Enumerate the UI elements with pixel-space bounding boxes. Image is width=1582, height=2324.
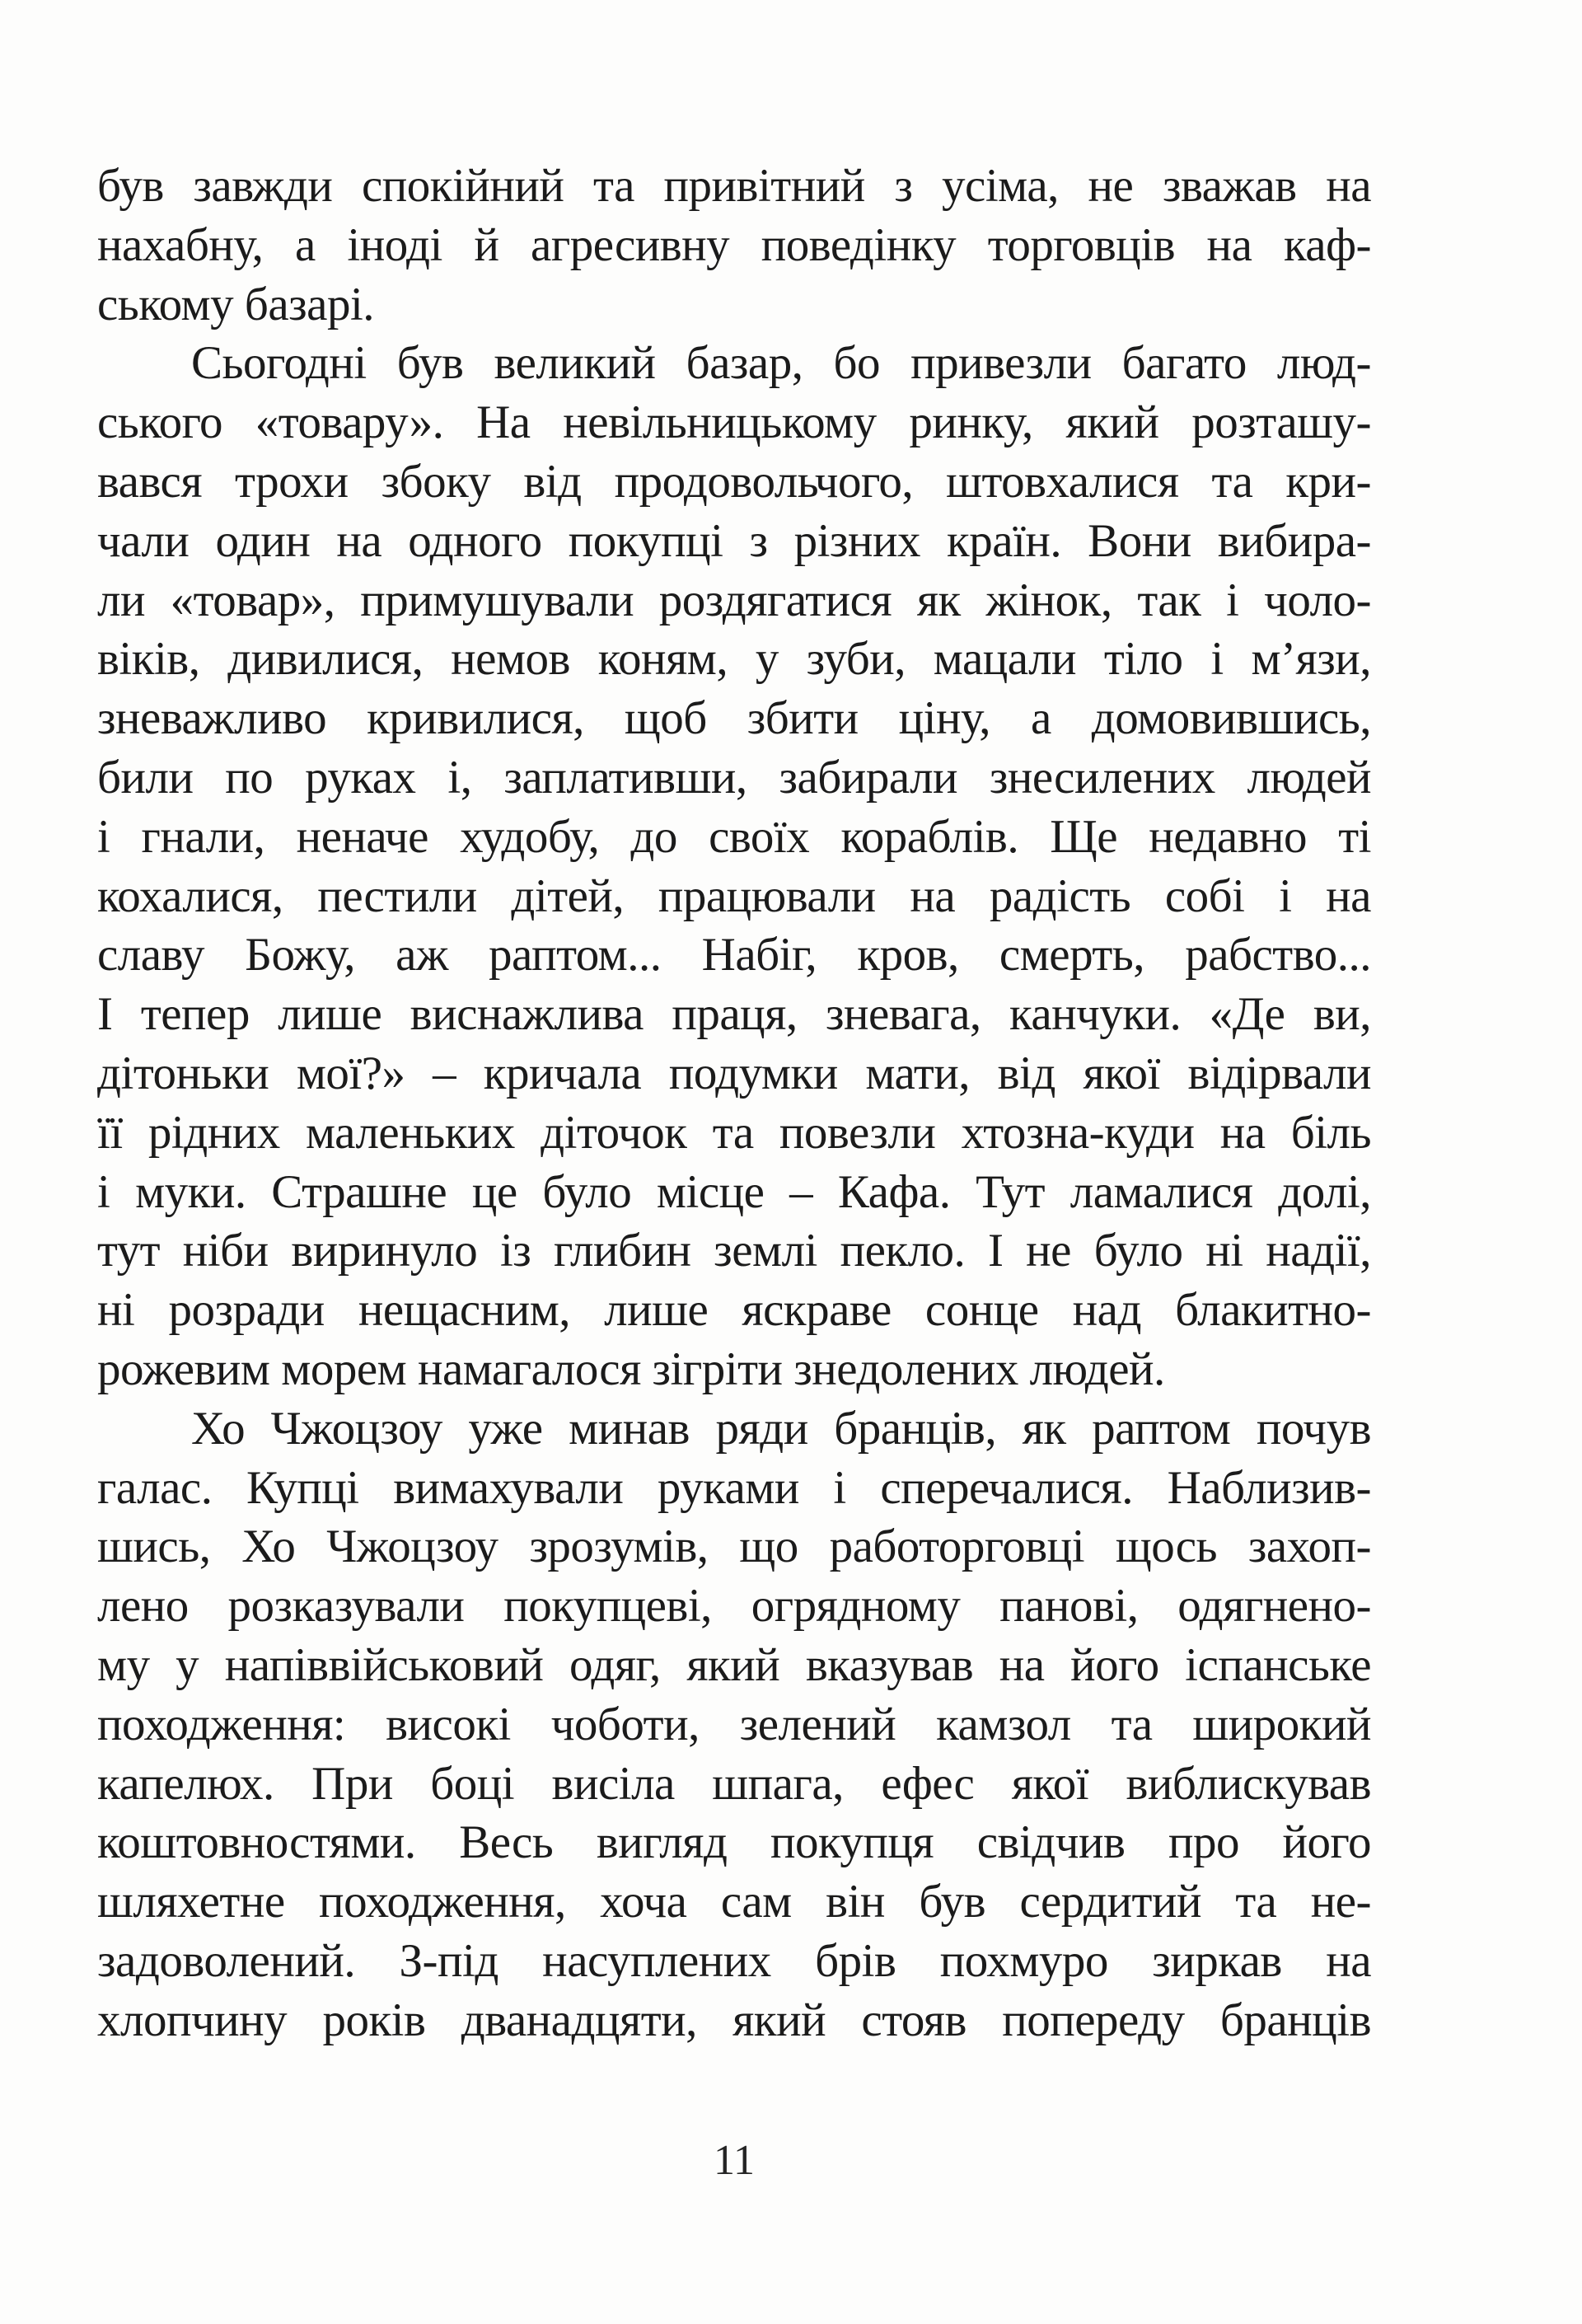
text-line: шись, Хо Чжоцзоу зрозумів, що работорговці щось захоп-: [97, 1520, 1371, 1573]
text-line: і гнали, неначе худобу, до своїх кораблів. Ще недавно ті: [97, 810, 1371, 863]
text-line: галас. Купці вимахували руками і сперечалися. Наблизив-: [97, 1461, 1371, 1514]
text-line: був завжди спокійний та привітний з усіма, не зважав на: [97, 160, 1371, 212]
text-line: задоволений. З-під насуплених брів похмуро зиркав на: [97, 1934, 1371, 1987]
text-line: хлопчину років дванадцяти, який стояв попереду бранців: [97, 1994, 1371, 2046]
text-line: ли «товар», примушували роздягатися як жінок, так і чоло-: [97, 574, 1371, 626]
text-line: били по руках і, заплативши, забирали знесилених людей: [97, 751, 1371, 804]
text-line: рожевим морем намагалося зігріти знедолених людей.: [97, 1342, 1165, 1395]
text-line: ні розради нещасним, лише яскраве сонце над блакитно-: [97, 1284, 1371, 1337]
text-line: зневажливо кривилися, щоб збити ціну, а домовившись,: [97, 692, 1371, 745]
text-line: лено розказували покупцеві, огрядному панові, одягнено-: [97, 1580, 1371, 1633]
text-line: і муки. Страшне це було місце – Кафа. Тут ламалися долі,: [97, 1165, 1371, 1218]
text-line: походження: високі чоботи, зелений камзол та широкий: [97, 1698, 1371, 1750]
text-line: Хо Чжоцзоу уже минав ряди бранців, як раптом почув: [191, 1402, 1371, 1455]
text-line: славу Божу, аж раптом... Набіг, кров, смерть, рабство...: [97, 929, 1371, 982]
text-line: тут ніби виринуло із глибин землі пекло. І не було ні надії,: [97, 1225, 1371, 1277]
text-line: чали один на одного покупці з різних країн. Вони вибира-: [97, 514, 1371, 567]
text-line: Сьогодні був великий базар, бо привезли багато люд-: [191, 337, 1371, 390]
text-line: І тепер лише виснажлива праця, зневага, канчуки. «Де ви,: [97, 988, 1371, 1041]
text-block: [97, 157, 1371, 2050]
text-line: дітоньки мої?» – кричала подумки мати, від якої відірвали: [97, 1047, 1371, 1099]
text-line: вався трохи збоку від продовольчого, штовхалися та кри-: [97, 455, 1371, 508]
text-line: ському базарі.: [97, 278, 375, 330]
text-line: капелюх. При боці висіла шпага, ефес якої виблискував: [97, 1757, 1371, 1810]
text-line: нахабну, а іноді й агресивну поведінку торговців на каф-: [97, 218, 1371, 271]
page-number: 11: [713, 2137, 756, 2184]
text-line: му у напіввійськовий одяг, який вказував на його іспанське: [97, 1638, 1371, 1691]
text-line: кохалися, пестили дітей, працювали на радість собі і на: [97, 869, 1371, 922]
text-line: ського «товару». На невільницькому ринку, який розташу-: [97, 396, 1371, 449]
text-line: коштовностями. Весь вигляд покупця свідчив про його: [97, 1816, 1371, 1869]
text-line: її рідних маленьких діточок та повезли хтозна-куди на біль: [97, 1106, 1371, 1159]
text-line: шляхетне походження, хоча сам він був сердитий та не-: [97, 1876, 1371, 1928]
text-line: віків, дивилися, немов коням, у зуби, мацали тіло і м’язи,: [97, 633, 1371, 686]
